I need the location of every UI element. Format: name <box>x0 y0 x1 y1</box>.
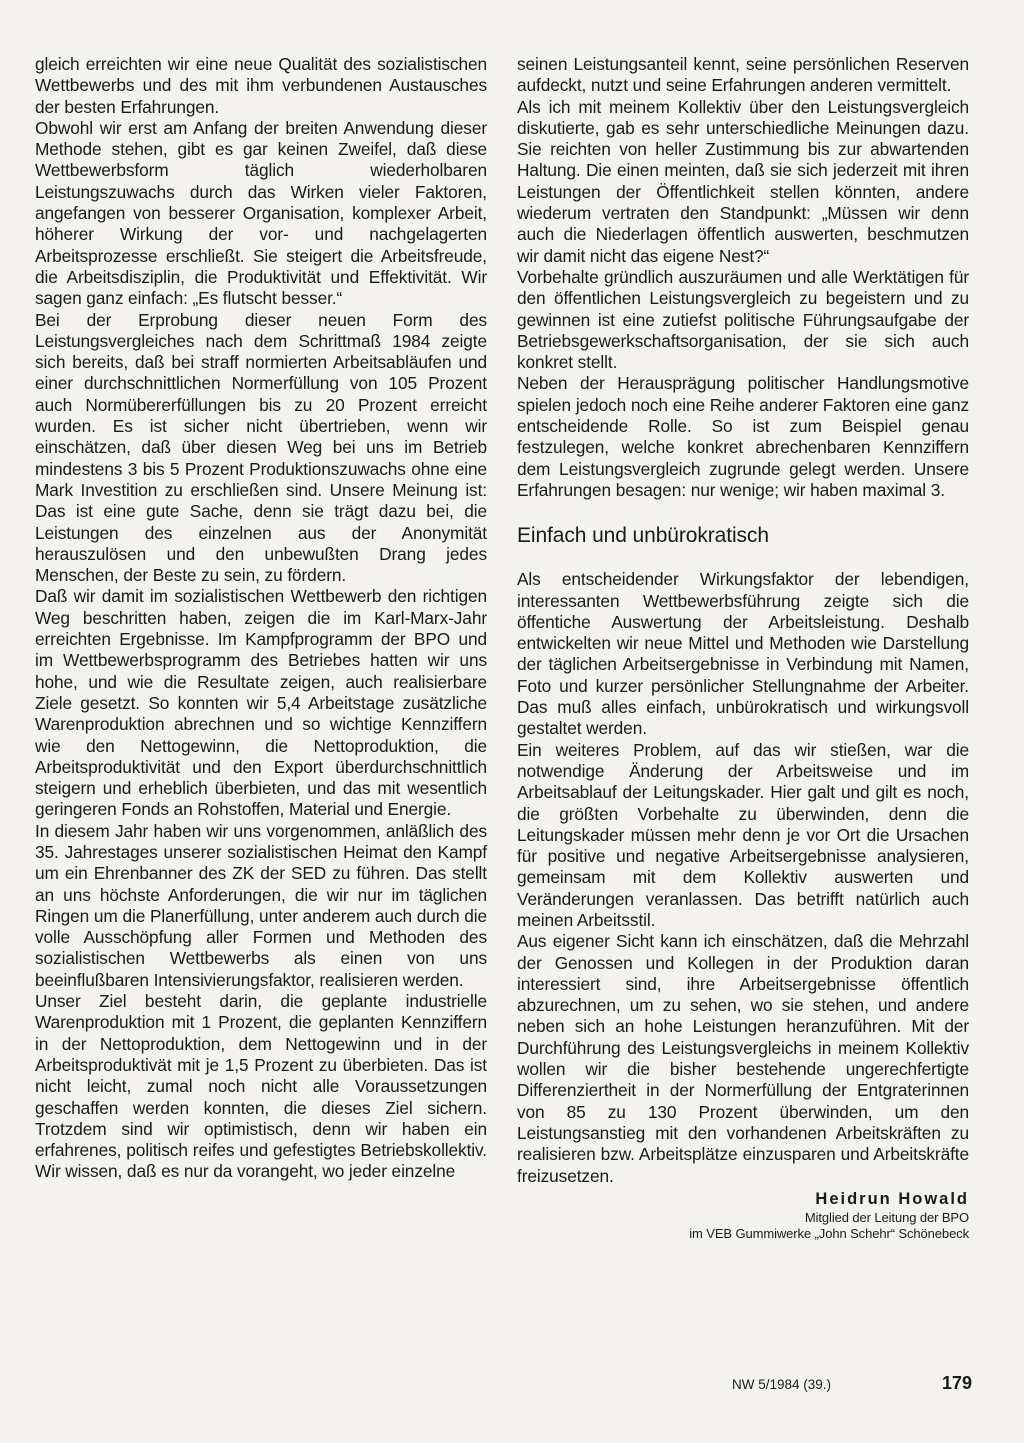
author-affiliation: im VEB Gummiwerke „John Schehr“ Schönebeck <box>689 1225 969 1241</box>
paragraph: Neben der Herausprägung politischer Handlungsmotive spielen jedoch noch eine Reihe anderer Faktoren eine ganz entscheidende Rolle. So ist zum Beispiel genau festzulegen, welche konkret abrechenbaren Kennziffern dem Leistungsvergleich zugrunde gelegt werden. Unsere Erfahrungen besagen: nur wenige; wir haben maximal 3. <box>517 373 969 500</box>
page-number: 179 <box>941 1373 972 1393</box>
paragraph: Vorbehalte gründlich auszuräumen und alle Werktätigen für den öffentlichen Leistungsvergleich zu begeistern und zu gewinnen ist eine zutiefst politische Führungsaufgabe der Betriebsgewerkschaftsorganisation, der sie sich auch konkret stellt. <box>517 266 969 373</box>
paragraph: Obwohl wir erst am Anfang der breiten Anwendung dieser Methode stehen, gibt es gar keinen Zweifel, daß diese Wettbewerbsform täglich wiederholbaren Leistungszuwachs durch das Wirken vieler Faktoren, angefangen von besserer Organisation, komplexer Arbeit, höherer Wirkung der vor- und nachgelagerten Arbeitsprozesse erschließt. Sie steigert die Arbeitsfreude, die Arbeitsdisziplin, die Produktivität und Effektivität. Wir sagen ganz einfach: „Es flutscht besser.“ <box>35 117 487 309</box>
paragraph: Als entscheidender Wirkungsfaktor der lebendigen, interessanten Wettbewerbsführung zeigte sich die öffentiche Auswertung der Arbeitsleistung. Deshalb entwickelten wir neue Mittel und Methoden wie Darstellung der täglichen Arbeitsergebnisse in Verbindung mit Namen, Foto und kurzer persönlicher Stellungnahme der Arbeiter. Das muß alles einfach, unbürokratisch und wirkungsvoll gestaltet werden. <box>517 569 969 739</box>
author-role: Mitglied der Leitung der BPO <box>804 1209 969 1225</box>
paragraph: Ein weiteres Problem, auf das wir stießen, war die notwendige Änderung der Arbeitsweise und im Arbeitsablauf der Leitungskader. Hier galt und gilt es noch, die größten Vorbehalte zu überwinden, denn die Leitungskader müssen mehr denn je vor Ort die Ursachen für positive und negative Arbeitsergebnisse analysieren, gemeinsam mit dem Kollektiv auswerten und Veränderungen veranlassen. Das betrifft natürlich auch meinen Arbeitsstil. <box>517 739 969 930</box>
paragraph: gleich erreichten wir eine neue Qualität des sozialistischen Wettbewerbs und des mit ihm verbundenen Austausches der besten Erfahrungen. <box>35 54 487 117</box>
author-name: Heidrun Howald <box>815 1189 969 1208</box>
issue-label: NW 5/1984 (39.) <box>732 1377 832 1392</box>
signature-block <box>517 1189 969 1242</box>
paragraph: Als ich mit meinem Kollektiv über den Leistungsvergleich diskutierte, gab es sehr unterschiedliche Meinungen dazu. Sie reichten von heller Zustimmung bis zur abwartenden Haltung. Die einen meinten, daß sie sich jederzeit mit ihren Leistungen der Öffentlichkeit stellen könnten, andere wiederum vertraten den Standpunkt: „Müssen wir denn auch die Niederlagen öffentlich auswerten, beschmutzen wir damit nicht das eigene Nest?“ <box>517 96 969 266</box>
paragraph: Unser Ziel besteht darin, die geplante industrielle Warenproduktion mit 1 Prozent, die geplanten Kennziffern in der Nettoproduktion, dem Nettogewinn und in der Arbeitsproduktivät mit je 1,5 Prozent zu überbieten. Das ist nicht leicht, zumal noch nicht alle Voraussetzungen geschaffen werden konnten, die dieses Ziel sichern. Trotzdem sind wir optimistisch, denn wir haben ein erfahrenes, politisch reifes und gefestigtes Betriebskollektiv. Wir wissen, daß es nur da vorangeht, wo jeder einzelne <box>35 991 487 1182</box>
paragraph: In diesem Jahr haben wir uns vorgenommen, anläßlich des 35. Jahrestages unserer sozialistischen Heimat den Kampf um ein Ehrenbanner des ZK der SED zu führen. Das stellt an uns höchste Anforderungen, die wir nur im täglichen Ringen um die Planerfüllung, unter anderem auch durch die volle Ausschöpfung aller Formen und Methoden des sozialistischen Wettbewerbs als einen von uns beeinflußbaren Intensivierungsfaktor, realisieren werden. <box>35 820 487 990</box>
section-heading: Einfach und unbürokratisch <box>517 524 769 548</box>
paragraph: seinen Leistungsanteil kennt, seine persönlichen Reserven aufdeckt, nutzt und seine Erfahrungen anderen vermittelt. <box>517 54 969 96</box>
paragraph: Daß wir damit im sozialistischen Wettbewerb den richtigen Weg beschritten haben, zeigen die im Karl-Marx-Jahr erreichten Ergebnisse. Im Kampfprogramm der BPO und im Wettbewerbsprogramm des Betriebes hatten wir uns hohe, und wie die Resultate zeigen, auch realisierbare Ziele gesetzt. So konnten wir 5,4 Arbeitstage zusätzliche Warenproduktion abrechnen und so wichtige Kennziffern wie den Nettogewinn, die Nettoproduktion, die Arbeitsproduktivität und den Export überdurchschnittlich steigern und erheblich überbieten, und das mit wesentlich geringeren Fonds an Rohstoffen, Material und Energie. <box>35 586 487 820</box>
paragraph: Aus eigener Sicht kann ich einschätzen, daß die Mehrzahl der Genossen und Kollegen in der Produktion daran interessiert sind, ihre Arbeitsergebnisse öffentlich abzurechnen, um zu sehen, wo sie stehen, und andere neben sich an hohe Leistungen heranzuführen. Mit der Durchführung des Leistungsvergleichs in meinem Kollektiv wollen wir die bisher bestehende ungerechfertigte Differenziertheit in der Normerfüllung der Entgraterinnen von 85 zu 130 Prozent überwinden, um den Leistungsanstieg mit den vorhandenen Arbeitskräften zu realisieren bzw. Arbeitsplätze einzusparen und Arbeitskräfte freizusetzen. <box>517 931 969 1186</box>
paragraph: Bei der Erprobung dieser neuen Form des Leistungsvergleiches nach dem Schrittmaß 1984 zeigte sich bereits, daß bei straff normierten Arbeitsabläufen und einer durchschnittlichen Normerfüllung von 105 Prozent auch Normübererfüllungen bis zu 20 Prozent erreicht wurden. Es ist sicher nicht übertrieben, wenn wir einschätzen, daß über diesen Weg bei uns im Betrieb mindestens 3 bis 5 Prozent Produktionszuwachs ohne eine Mark Investition zu erschließen sind. Unsere Meinung ist: Das ist eine gute Sache, denn sie trägt dazu bei, die Leistungen des einzelnen aus der Anonymität herauszulösen und den unbewußten Drang jedes Menschen, der Beste zu sein, zu fördern. <box>35 309 487 586</box>
left-column <box>35 54 487 1183</box>
right-column <box>517 54 969 1242</box>
page-footer <box>732 1373 972 1394</box>
